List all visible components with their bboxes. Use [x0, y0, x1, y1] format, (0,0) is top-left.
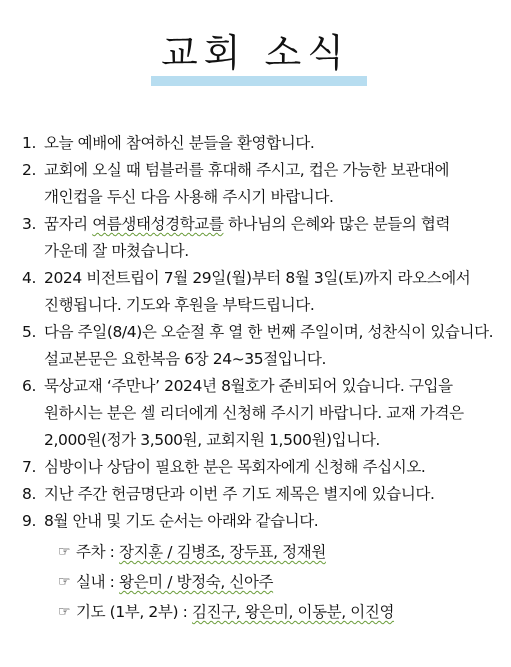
schedule-item-indoor: [44, 567, 497, 597]
notice-item-6: [22, 373, 497, 454]
notice-text: 심방이나 상담이 필요한 분은 목회자에게 신청해 주십시오.: [44, 458, 426, 476]
notice-number: 4.: [22, 269, 36, 287]
notice-text: 오늘 예배에 참여하신 분들을 환영합니다.: [44, 134, 315, 152]
notice-number: 6.: [22, 377, 36, 395]
notice-number: 8.: [22, 485, 36, 503]
notice-text: 다음 주일(8/4)은 오순절 후 열 한 번째 주일이며, 성찬식이 있습니다. 설교본문은 요한복음 6장 24~35절입니다.: [44, 323, 494, 368]
notice-item-2: [22, 157, 497, 211]
pointing-hand-icon: ☞: [58, 544, 71, 560]
notice-text: 교회에 오실 때 텀블러를 휴대해 주시고, 컵은 가능한 보관대에 개인컵을 두신 다음 사용해 주시기 바랍니다.: [44, 161, 450, 206]
notice-text-pre: 꿈자리: [44, 215, 93, 233]
notice-text: 지난 주간 헌금명단과 이번 주 기도 제목은 별지에 있습니다.: [44, 485, 435, 503]
schedule-label: 기도 (1부, 2부) :: [76, 603, 188, 621]
pointing-hand-icon: ☞: [58, 604, 71, 620]
schedule-list: [44, 537, 497, 627]
schedule-item-parking: [44, 537, 497, 567]
notice-item-3: [22, 211, 497, 265]
notice-item-9: [22, 508, 497, 627]
notice-item-7: [22, 454, 497, 481]
notice-item-8: [22, 481, 497, 508]
notice-number: 1.: [22, 134, 36, 152]
notice-item-1: [22, 130, 497, 157]
schedule-names: 장지훈 / 김병조, 장두표, 정재원: [119, 543, 326, 561]
notice-text-post: 하나님의 은혜와 많은 분들의 협력 가운데 잘 마쳤습니다.: [44, 215, 451, 260]
notice-number: 9.: [22, 512, 36, 530]
notice-number: 7.: [22, 458, 36, 476]
notice-item-4: [22, 265, 497, 319]
schedule-names: 김진구, 왕은미, 이동분, 이진영: [191, 603, 395, 621]
schedule-item-prayer: [44, 597, 497, 627]
title-block: [0, 28, 511, 78]
notice-number: 2.: [22, 161, 36, 179]
summer-school-name: 여름생태성경학교를: [92, 215, 224, 233]
notice-item-5: [22, 319, 497, 373]
notice-text: 8월 안내 및 기도 순서는 아래와 같습니다.: [44, 512, 319, 530]
notice-number: 5.: [22, 323, 36, 341]
page-title: 교회 소식: [161, 31, 350, 75]
pointing-hand-icon: ☞: [58, 574, 71, 590]
notice-text: 묵상교재 ‘주만나’ 2024년 8월호가 준비되어 있습니다. 구입을 원하시는 분은 셀 리더에게 신청해 주시기 바랍니다. 교재 가격은 2,000원(정가 3,500원, 교회지원 1,500원)입니다.: [44, 377, 464, 449]
notice-text: 2024 비전트립이 7월 29일(월)부터 8월 3일(토)까지 라오스에서 진행됩니다. 기도와 후원을 부탁드립니다.: [44, 269, 471, 314]
notice-number: 3.: [22, 215, 36, 233]
notice-list: [22, 130, 497, 627]
schedule-label: 실내 :: [76, 573, 115, 591]
schedule-label: 주차 :: [76, 543, 115, 561]
schedule-names: 왕은미 / 방정숙, 신아주: [119, 573, 274, 591]
